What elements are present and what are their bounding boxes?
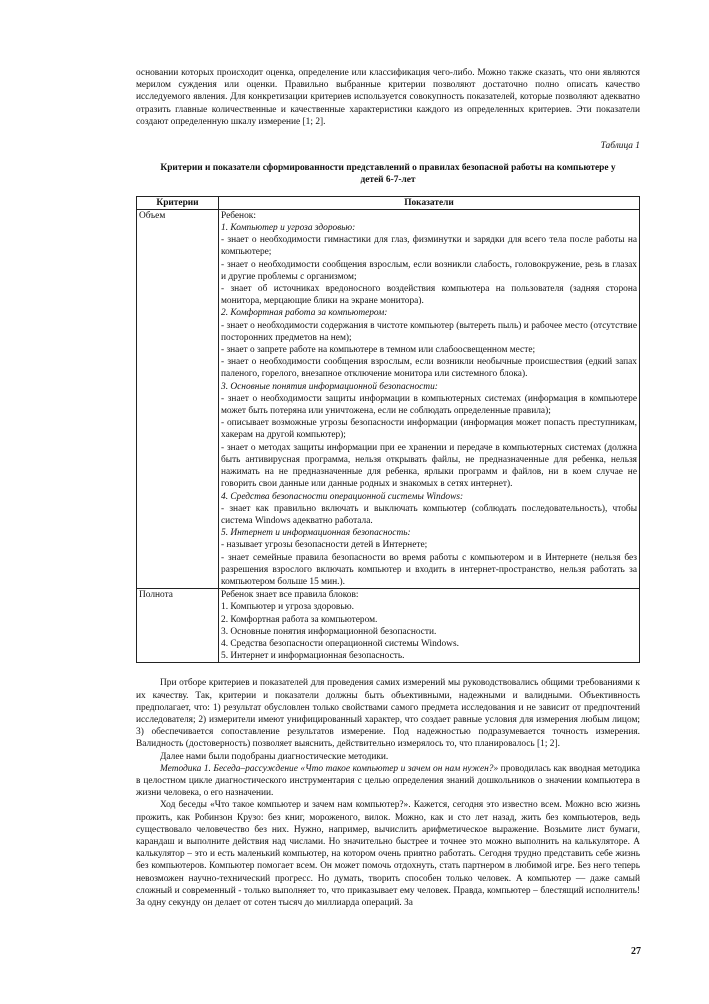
indicator-line: - знает как правильно включать и выключать компьютер (соблюдать последовательность), чтобы система Windows адекватно работала. bbox=[221, 503, 637, 526]
table-body bbox=[137, 209, 640, 663]
page-number: 27 bbox=[631, 946, 641, 957]
table-header-row bbox=[137, 196, 640, 209]
indicator-line: Ребенок знает все правила блоков: bbox=[221, 590, 359, 601]
indicator-line: Ребенок: bbox=[221, 210, 256, 221]
page-content bbox=[136, 67, 640, 909]
indicator-line: - знает семейные правила безопасности во время работы с компьютером и в Интернете (нельзя без разрешения взрослого включать компьютер и входить в интернет-пространство, нельзя работать за компьютером больше 15 мин.). bbox=[221, 552, 637, 587]
criteria-table bbox=[136, 196, 640, 664]
indicator-line: 1. Компьютер и угроза здоровью. bbox=[221, 602, 354, 613]
indicator-section-heading: 5. Интернет и информационная безопасность: bbox=[221, 528, 411, 539]
intro-paragraph: основании которых происходит оценка, определение или классификация чего-либо. Можно также сказать, что они являются мерилом суждения или оценки. Правильно выбранные критерии позволяют достаточно полно описать качество исследуемого явления. Для конкретизации критериев используется совокупность показателей, которые позволяют адекватно отразить главные количественные и качественные характеристики каждого из определенных критериев. Эти показатели создают определенную шкалу измерение [1; 2]. bbox=[136, 68, 640, 127]
header-indicators: Показатели bbox=[219, 196, 640, 209]
header-criteria: Критерии bbox=[137, 196, 219, 209]
indicator-line: 4. Средства безопасности операционной системы Windows. bbox=[221, 638, 459, 649]
indicator-line: - знает о необходимости защиты информации в компьютерных системах (информация в компьютере может быть потеряна или уничтожена, если не соблюдать определенные правила); bbox=[221, 393, 637, 417]
indicators-cell bbox=[219, 589, 640, 663]
indicator-section-heading: 1. Компьютер и угроза здоровью: bbox=[221, 223, 356, 234]
table-row bbox=[137, 589, 640, 663]
paragraph-selection-requirements: При отборе критериев и показателей для проведения самих измерений мы руководствовались общими требованиями к их качеству. Так, критерии и показатели должны быть объективными, надежными и валидными. Объективность предполагает, что: 1) результат обусловлен только свойствами самого предмета исследования и не зависит от предпочтений исследователя; 2) измерители имеют унифицированный характер, что создает равные условия для измерения любым лицом; 3) обеспечивается сопоставление результатов измерение. Под надежностью подразумевается точность измерения. Валидность (достоверность) позволяет выяснить, действительно измерялось то, что планировалось [1; 2]. bbox=[136, 678, 640, 750]
method-1-description: проводилась как вводная методика в целостном цикле диагностического инструментария с целью определения знаний дошкольников о значении компьютера в жизни человека, о его назначении. bbox=[136, 763, 640, 799]
indicator-line: 5. Интернет и информационная безопасность. bbox=[221, 651, 405, 662]
criterion-cell: Полнота bbox=[137, 589, 219, 663]
method-1-title: Методика 1. Беседа–рассуждение «Что такое компьютер и зачем он нам нужен?» bbox=[160, 763, 499, 774]
body-text bbox=[136, 677, 640, 909]
indicator-section-heading: 2. Комфортная работа за компьютером: bbox=[221, 308, 388, 319]
indicator-line: - знает о необходимости сообщения взрослым, если возникли необычные происшествия (едкий запах паленого, горелого, внезапное отключение монитора или системного блока). bbox=[221, 357, 637, 380]
indicator-line: - называет угрозы безопасности детей в Интернете; bbox=[221, 540, 428, 551]
indicator-line: 2. Комфортная работа за компьютером. bbox=[221, 614, 378, 625]
indicator-line: - знает о необходимости сообщения взрослым, если возникли слабость, головокружение, резь в глазах и другие проблемы с организмом; bbox=[221, 259, 637, 282]
criterion-cell: Объем bbox=[137, 209, 219, 588]
paragraph-methods-intro: Далее нами были подобраны диагностические методики. bbox=[160, 751, 389, 762]
indicator-line: - знает о необходимости содержания в чистоте компьютер (вытереть пыль) и рабочее место (отсутствие посторонних предметов на нем); bbox=[221, 320, 637, 343]
table-label: Таблица 1 bbox=[600, 141, 640, 152]
indicator-line: 3. Основные понятия информационной безопасности. bbox=[221, 626, 437, 637]
paragraph-method-1 bbox=[136, 763, 640, 800]
indicator-line: - знает о методах защиты информации при ее хранении и передаче в компьютерных системах (должна быть антивирусная программа, нельзя открывать файлы, не предназначенные для ребенка, нельзя нажимать на не предназначенные для ребенка, ярлыки программ и файлов, ни в коем случае не говорить свои данные или данные родных и знакомых в сетях интернет). bbox=[221, 442, 637, 490]
indicator-section-heading: 4. Средства безопасности операционной системы Windows: bbox=[221, 491, 464, 502]
table-title: Критерии и показатели сформированности представлений о правилах безопасной работы на компьютере у детей 6-7-лет bbox=[160, 163, 616, 186]
indicator-line: - знает о необходимости гимнастики для глаз, физминутки и зарядки для всего тела после работы на компьютере; bbox=[221, 235, 637, 258]
indicator-line: - знает об источниках вредоносного воздействия компьютера на пользователя (задняя сторона монитора, мерцающие блики на экране монитора). bbox=[221, 284, 637, 307]
indicators-cell bbox=[219, 209, 640, 588]
paragraph-conversation: Ход беседы «Что такое компьютер и зачем нам компьютер?». Кажется, сегодня это известно всем. Можно всю жизнь прожить, как Робинзон Крузо: без книг, мороженого, вилок. Можно, как и сто лет назад, жить без компьютеров, ведь существовало человечество без них. Нужно, например, вычислить арифметическое выражение. Возьмите лист бумаги, карандаш и выполните действия над числами. Но значительно быстрее и точнее это можно выполнить на калькуляторе. А калькулятор – это и есть маленький компьютер, на котором очень приятно работать. Сегодня трудно представить себе жизнь без компьютеров. Компьютер помогает всем. Он может помочь отдохнуть, стать партнером в любимой игре. Без него теперь невозможен научно-технический прогресс. Но думать, творить способен только человек. А компьютер — даже самый сложный и современный - только выполняет то, что приказывает ему человек. Правда, компьютер – блестящий исполнитель! За одну секунду он делает от сотен тысяч до миллиарда операций. За bbox=[136, 800, 640, 908]
indicator-section-heading: 3. Основные понятия информационной безопасности: bbox=[221, 381, 438, 392]
indicator-line: - описывает возможные угрозы безопасности информации (информация может попасть преступникам, хакерам на другой компьютер); bbox=[221, 418, 637, 441]
table-row bbox=[137, 209, 640, 588]
indicator-line: - знает о запрете работе на компьютере в темном или слабоосвещенном месте; bbox=[221, 345, 536, 356]
